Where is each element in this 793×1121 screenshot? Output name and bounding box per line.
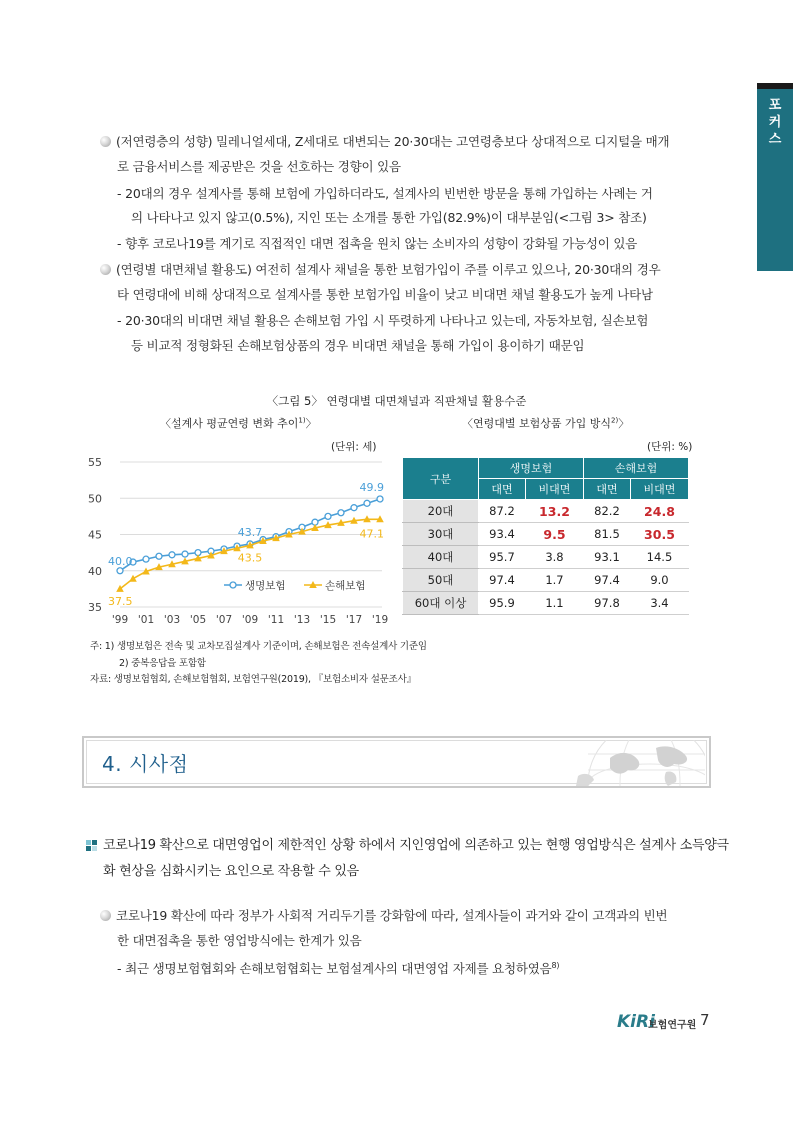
section-side-tab: [757, 83, 793, 271]
kiri-logo: KiRi: [617, 1012, 655, 1032]
table-cell: 9.5: [525, 523, 583, 546]
table-cell: 30.5: [630, 523, 688, 546]
table-cell: 97.4: [583, 569, 630, 592]
table-group-header: 생명보험: [479, 458, 584, 479]
side-tab-top-line: [757, 83, 793, 89]
table-row-label: 40대: [403, 546, 479, 569]
table-sub-header: 비대면: [630, 479, 688, 500]
figure-title: 〈그림 5〉 연령대별 대면채널과 직판채널 활용수준: [266, 394, 527, 408]
table-cell: 14.5: [630, 546, 688, 569]
data-label: 37.5: [108, 594, 133, 608]
data-label: 43.7: [237, 525, 263, 539]
chart-subtitle: [160, 415, 317, 431]
table-corner-header: 구분: [403, 458, 479, 500]
figure-note: 주: 1) 생명보험은 전속 및 교차모집설계사 기준이며, 손해보험은 전속설계사 기준임: [90, 641, 427, 652]
side-tab-char: 스: [768, 132, 782, 147]
paragraph-line: [117, 958, 559, 977]
figure-source: 자료: 생명보험협회, 손해보험협회, 보험연구원(2019), 『보험소비자 설문조사』: [90, 674, 416, 685]
x-tick-label: '05: [189, 614, 207, 626]
data-point: [325, 513, 331, 519]
data-point: [351, 505, 357, 511]
table-row-label: 20대: [403, 500, 479, 523]
line-chart: [84, 452, 394, 632]
table-group-header: 손해보험: [583, 458, 688, 479]
paragraph-line: 의 나타나고 있지 않고(0.5%), 지인 또는 소개를 통한 가입(82.9%)이 대부분임(<그림 3> 참조): [131, 210, 647, 225]
data-point: [117, 568, 123, 574]
paragraph-text: - 최근 생명보험협회와 손해보험협회는 보험설계사의 대면영업 자제를 요청하였음: [117, 961, 552, 977]
data-point: [338, 510, 344, 516]
data-point: [129, 575, 137, 582]
circle-bullet-icon: [100, 264, 111, 275]
x-tick-label: '01: [137, 614, 155, 626]
table-row-label: 30대: [403, 523, 479, 546]
data-point: [143, 556, 149, 562]
paragraph-line: (연령별 대면채널 활용도) 여전히 설계사 채널을 통한 보험가입이 주를 이루고 있으나, 20·30대의 경우: [116, 262, 661, 277]
square-bullet-icon: [86, 840, 98, 852]
paragraph-line: 한 대면접촉을 통한 영업방식에는 한계가 있음: [117, 933, 362, 948]
table-cell: 3.8: [525, 546, 583, 569]
footnote-mark: 1): [298, 416, 306, 425]
paragraph-line: 코로나19 확산에 따라 정부가 사회적 거리두기를 강화함에 따라, 설계사들이 과거와 같이 고객과의 빈번: [116, 908, 668, 923]
paragraph-line: - 20·30대의 비대면 채널 활용은 손해보험 가입 시 뚜렷하게 나타나고 있는데, 자동차보험, 실손보험: [117, 313, 649, 328]
footer-organization: 보험연구원: [648, 1020, 697, 1031]
footnote-mark: 2): [611, 416, 619, 425]
table-subtitle-text: 〈연령대별 보험상품 가입 방식: [462, 417, 612, 430]
table-cell: 24.8: [630, 500, 688, 523]
table-row: [403, 546, 689, 569]
table-cell: 95.9: [479, 592, 526, 615]
footnote-mark: 8): [551, 961, 560, 970]
x-tick-label: '11: [267, 614, 285, 626]
chart-subtitle-text: 〈설계사 평균연령 변화 추이: [160, 417, 299, 430]
x-tick-label: '09: [241, 614, 259, 626]
data-point: [156, 553, 162, 559]
table-row: [403, 569, 689, 592]
section-title: 4. 시사점: [102, 752, 189, 776]
x-tick-label: '03: [163, 614, 181, 626]
paragraph-line: - 20대의 경우 설계사를 통해 보험에 가입하더라도, 설계사의 빈번한 방문을 통해 가입하는 사례는 거: [117, 186, 653, 201]
x-tick-label: '19: [371, 614, 389, 626]
data-point: [182, 551, 188, 557]
table-cell: 87.2: [479, 500, 526, 523]
data-label: 43.5: [237, 551, 263, 565]
data-point: [169, 552, 175, 558]
table-cell: 97.4: [479, 569, 526, 592]
y-tick-label: 55: [88, 456, 102, 469]
chart-legend: [224, 579, 366, 592]
table-subtitle: [462, 415, 629, 431]
circle-bullet-icon: [100, 910, 111, 921]
insurance-method-table: [402, 457, 689, 615]
table-cell: 81.5: [583, 523, 630, 546]
data-point: [377, 496, 383, 502]
x-tick-label: '13: [293, 614, 311, 626]
y-tick-label: 50: [88, 492, 102, 506]
legend-marker: [230, 582, 236, 588]
bullet-paragraph: [100, 908, 667, 924]
y-tick-label: 40: [88, 564, 102, 578]
table-subtitle-end: 〉: [618, 417, 630, 430]
table-cell: 93.1: [583, 546, 630, 569]
table-cell: 1.1: [525, 592, 583, 615]
side-tab-char: 포: [768, 98, 782, 113]
legend-label: 손해보험: [325, 580, 366, 592]
paragraph-line: 타 연령대에 비해 상대적으로 설계사를 통한 보험가입 비율이 낮고 비대면 채널 활용도가 높게 나타남: [117, 287, 653, 302]
data-point: [364, 500, 370, 506]
section-heading-box: [82, 736, 711, 788]
legend-label: 생명보험: [245, 580, 286, 592]
chart-unit: (단위: 세): [331, 441, 377, 453]
table-row-label: 50대: [403, 569, 479, 592]
table-cell: 82.2: [583, 500, 630, 523]
bullet-paragraph: [100, 134, 669, 150]
x-tick-label: '99: [111, 614, 129, 626]
paragraph-line: - 향후 코로나19를 계기로 직접적인 대면 접촉을 원치 않는 소비자의 성향이 강화될 가능성이 있음: [117, 236, 638, 251]
page-number: 7: [700, 1011, 710, 1029]
main-paragraph-line: 코로나19 확산으로 대면영업이 제한적인 상황 하에서 지인영업에 의존하고 있는 현행 영업방식은 설계사 소득양극: [103, 838, 729, 853]
x-tick-label: '17: [345, 614, 363, 626]
data-label: 47.1: [359, 527, 384, 541]
table-cell: 93.4: [479, 523, 526, 546]
table-cell: 3.4: [630, 592, 688, 615]
circle-bullet-icon: [100, 136, 111, 147]
table-cell: 1.7: [525, 569, 583, 592]
main-paragraph-line: 화 현상을 심화시키는 요인으로 작용할 수 있음: [103, 864, 359, 879]
table-sub-header: 대면: [583, 479, 630, 500]
table-row: [403, 592, 689, 615]
x-tick-label: '15: [319, 614, 337, 626]
data-label: 40.0: [108, 554, 133, 568]
bullet-paragraph: [100, 262, 660, 278]
table-cell: 95.7: [479, 546, 526, 569]
table-row: [403, 523, 689, 546]
chart-grid: [88, 456, 388, 626]
chart-series: [116, 496, 384, 592]
side-tab-label: [757, 97, 793, 148]
table-unit: (단위: %): [647, 441, 693, 453]
table-cell: 97.8: [583, 592, 630, 615]
table-cell: 13.2: [525, 500, 583, 523]
paragraph-line: (저연령층의 성향) 밀레니얼세대, Z세대로 대변되는 20·30대는 고연령층보다 상대적으로 디지털을 매개: [116, 134, 670, 149]
x-tick-label: '07: [215, 614, 233, 626]
table-sub-header: 대면: [479, 479, 526, 500]
table-row-label: 60대 이상: [403, 592, 479, 615]
table-sub-header: 비대면: [525, 479, 583, 500]
paragraph-line: 등 비교적 정형화된 손해보험상품의 경우 비대면 채널을 통해 가입이 용이하기 때문임: [131, 338, 585, 353]
paragraph-line: 로 금융서비스를 제공받은 것을 선호하는 경향이 있음: [117, 159, 401, 174]
data-label: 49.9: [359, 480, 384, 494]
chart-subtitle-end: 〉: [305, 417, 317, 430]
world-map-decoration-icon: [570, 740, 705, 786]
side-tab-char: 커: [768, 115, 782, 130]
figure-note: 2) 중복응답을 포함함: [119, 658, 206, 669]
y-tick-label: 45: [88, 528, 102, 542]
table-row: [403, 500, 689, 523]
table-cell: 9.0: [630, 569, 688, 592]
y-tick-label: 35: [88, 601, 102, 614]
